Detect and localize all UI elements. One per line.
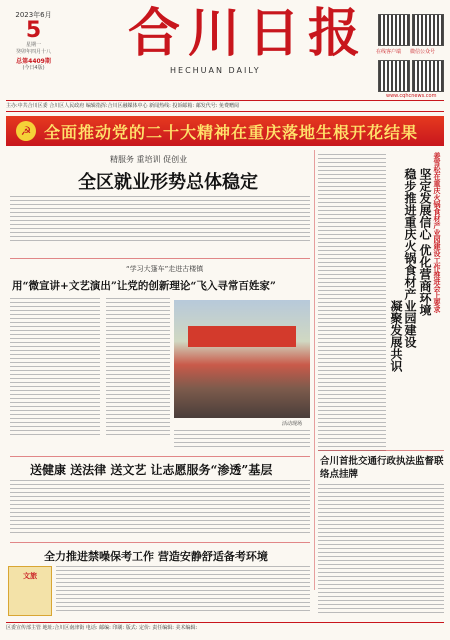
- story2-kicker: “学习大篷车”走进古楼镇: [126, 265, 204, 273]
- ad-label: 文旅: [23, 572, 37, 580]
- divider: [10, 456, 310, 457]
- qr-caption: 微信公众号: [410, 49, 436, 55]
- advertisement[interactable]: [8, 566, 52, 616]
- divider: [10, 258, 310, 259]
- date-day: 5: [25, 18, 42, 43]
- story1-headline[interactable]: 全区就业形势总体稳定: [78, 172, 258, 193]
- story1-kicker: 精服务 重培训 促创业: [110, 155, 188, 164]
- newspaper-title: 合川日报: [128, 3, 369, 64]
- divider: [318, 450, 444, 451]
- story4-headline[interactable]: 全力推进禁噪保考工作 营造安静舒适备考环境: [44, 550, 268, 563]
- banner-headline: 全面推动党的二十大精神在重庆落地生根开花结果: [44, 122, 419, 142]
- qr-caption: 在线客户端: [376, 49, 402, 55]
- right-story2-headline[interactable]: 合川首批交通行政执法监督联络点挂牌: [320, 456, 444, 480]
- story2-headline[interactable]: 用“微宣讲+文艺演出”让党的创新理论“飞入寻常百姓家”: [12, 280, 276, 292]
- date-block: [6, 10, 61, 72]
- story2-body-cont: [174, 430, 310, 452]
- story3-headline[interactable]: 送健康 送法律 送文艺 让志愿服务“渗透”基层: [30, 463, 273, 477]
- lunar-date: 癸卯年四月十八: [15, 49, 51, 55]
- footer-info: 区委宣传部主管 地址:合川区南津街 电话: 邮编: 印刷: 版式: 定价: 责任编辑: 美术编辑:: [6, 622, 444, 633]
- right-story2-body: [318, 484, 444, 616]
- qr-code-icon[interactable]: [412, 14, 444, 46]
- column-divider: [314, 150, 315, 590]
- divider: [10, 542, 310, 543]
- story4-body: [56, 566, 310, 616]
- right-story-deck: 姜雪松在重庆火锅食材产业园建设工作推进会上要求: [433, 152, 442, 313]
- newspaper-subtitle: HECHUAN DAILY: [170, 66, 261, 75]
- right-headline-b[interactable]: 稳步推进重庆火锅食材产业园建设: [403, 168, 417, 348]
- date-month: 2023年6月: [15, 11, 52, 19]
- publisher-info: 主办:中共合川区委 合川区人民政府 编辑指挥:合川区融媒体中心 新闻热线: 投诉邮箱: 邮发代号: 免费赠阅: [6, 100, 444, 112]
- issue-number: 总第4409期: [16, 58, 51, 65]
- story1-body: [10, 196, 310, 248]
- photo-caption: 活动现场: [282, 421, 303, 427]
- story3-body: [10, 480, 310, 536]
- right-story-body: [318, 154, 386, 454]
- story2-body: [106, 298, 170, 448]
- party-emblem-icon: ☭: [16, 121, 36, 141]
- weekday: 星期一: [25, 42, 41, 48]
- right-headline-c[interactable]: 凝聚发展共识: [389, 300, 403, 372]
- qr-code-icon[interactable]: [412, 60, 444, 92]
- right-headline-a[interactable]: 坚定发展信心 优化营商环境: [418, 168, 432, 317]
- website-url[interactable]: www.cqhcnews.com: [386, 93, 437, 99]
- stage-banner: [188, 326, 297, 347]
- story2-body: [10, 298, 100, 448]
- event-photo[interactable]: [174, 300, 310, 418]
- qr-code-icon[interactable]: [378, 14, 410, 46]
- page-count: (今日4版): [22, 65, 45, 71]
- top-banner: [6, 116, 444, 146]
- qr-code-icon[interactable]: [378, 60, 410, 92]
